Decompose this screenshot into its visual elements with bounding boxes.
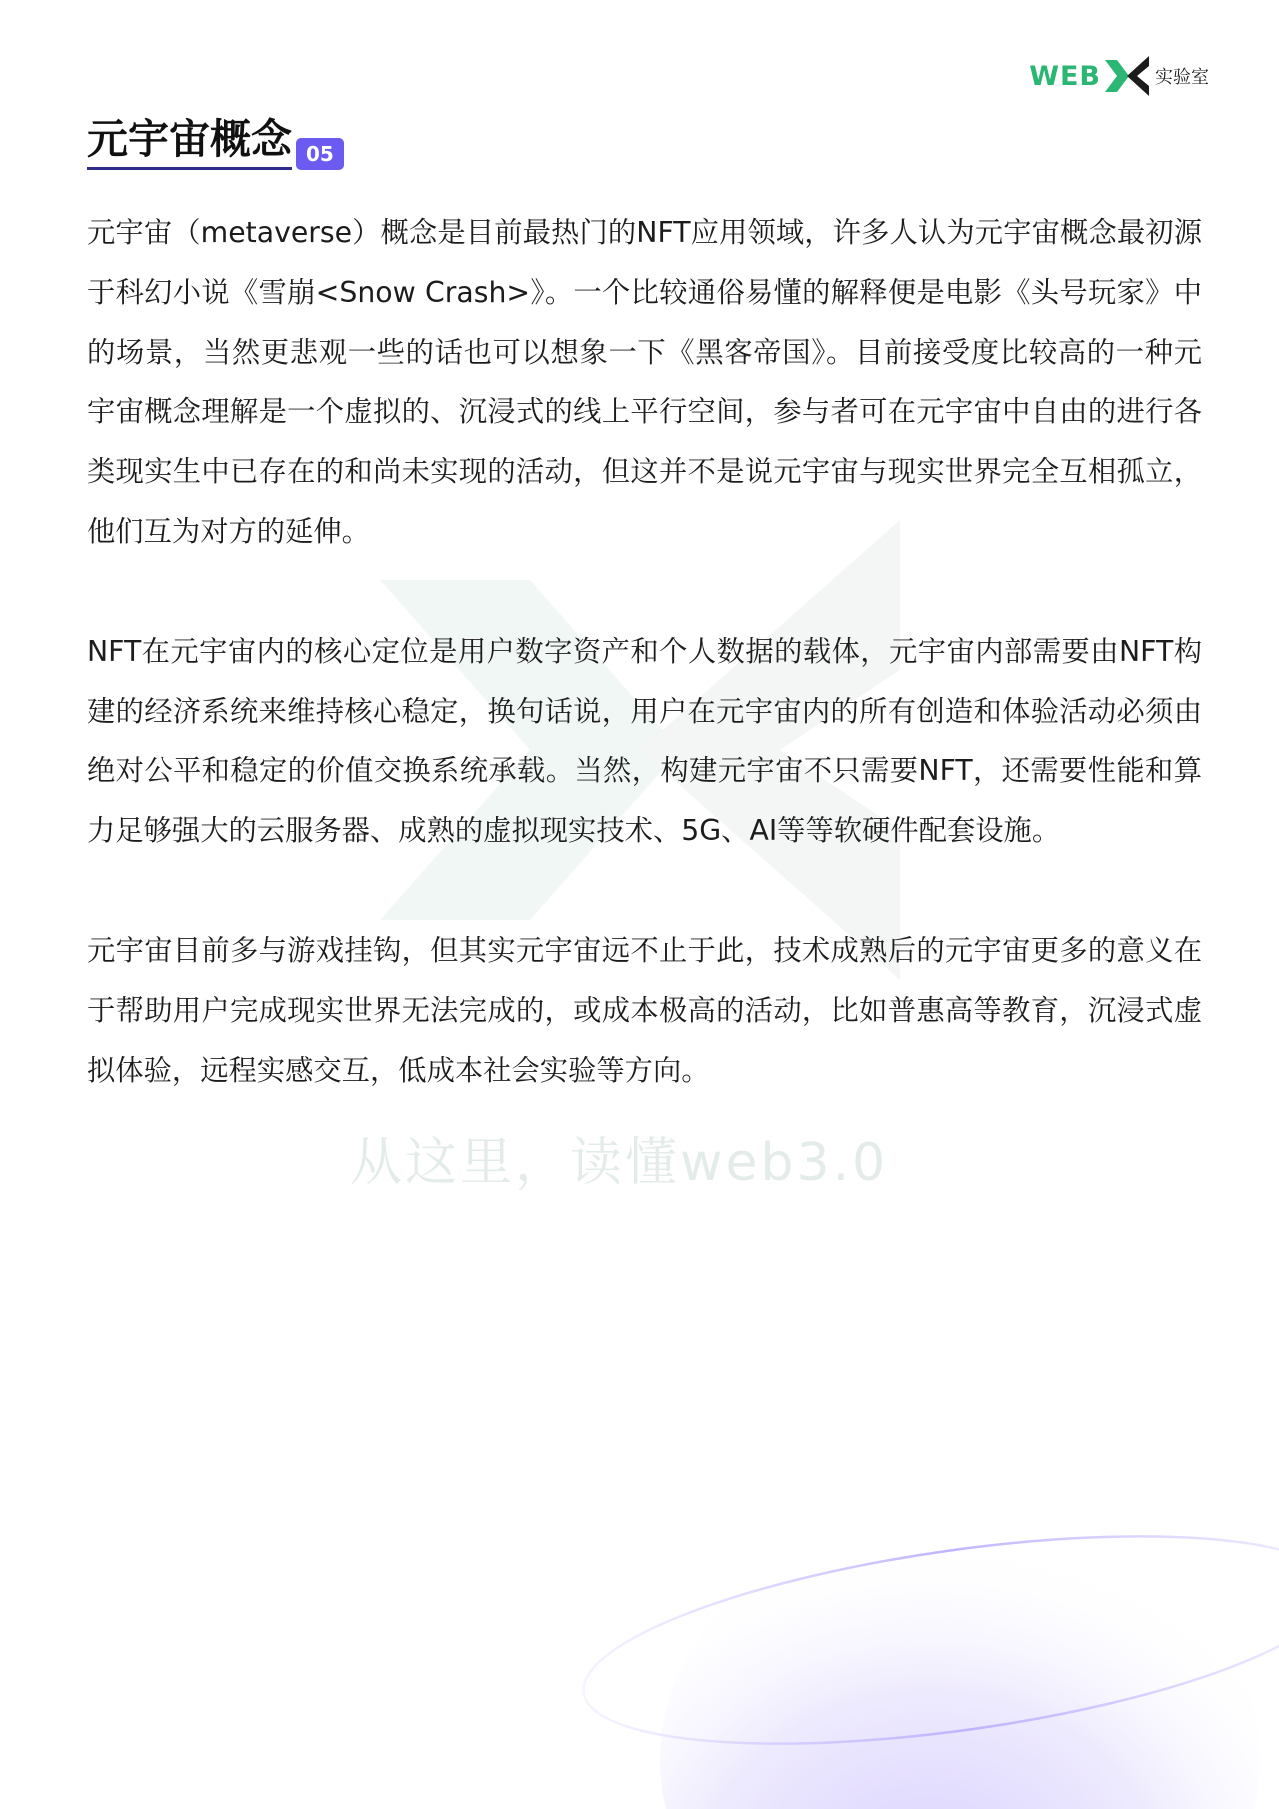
article-body bbox=[87, 203, 1202, 1100]
brand-name: WEB bbox=[1029, 60, 1101, 92]
section-number-badge: 05 bbox=[296, 138, 344, 170]
section-title bbox=[87, 106, 344, 170]
x-chevron-logo-icon bbox=[1105, 56, 1151, 96]
brand-subtitle: 实验室 bbox=[1155, 67, 1209, 88]
paragraph-1: 元宇宙（metaverse）概念是目前最热门的NFT应用领域，许多人认为元宇宙概念最初源于科幻小说《雪崩<Snow Crash>》。一个比较通俗易懂的解释便是电影《头号玩家》中的场景，当然更悲观一些的话也可以想象一下《黑客帝国》。目前接受度比较高的一种元宇宙概念理解是一个虚拟的、沉浸式的线上平行空间，参与者可在元宇宙中自由的进行各类现实生中已存在的和尚未实现的活动，但这并不是说元宇宙与现实世界完全互相孤立，他们互为对方的延伸。 bbox=[87, 216, 1202, 548]
watermark-text: 从这里，读懂web3.0 bbox=[350, 1133, 889, 1193]
brand-logo bbox=[1029, 56, 1209, 96]
planet-decoration-icon bbox=[560, 1430, 1279, 1809]
paragraph-2: NFT在元宇宙内的核心定位是用户数字资产和个人数据的载体，元宇宙内部需要由NFT构建的经济系统来维持核心稳定，换句话说，用户在元宇宙内的所有创造和体验活动必须由绝对公平和稳定的价值交换系统承载。当然，构建元宇宙不只需要NFT，还需要性能和算力足够强大的云服务器、成熟的虚拟现实技术、5G、AI等等软硬件配套设施。 bbox=[87, 634, 1202, 848]
paragraph-3: 元宇宙目前多与游戏挂钩，但其实元宇宙远不止于此，技术成熟后的元宇宙更多的意义在于帮助用户完成现实世界无法完成的，或成本极高的活动，比如普惠高等教育，沉浸式虚拟体验，远程实感交互，低成本社会实验等方向。 bbox=[87, 933, 1202, 1087]
page-title: 元宇宙概念 bbox=[87, 106, 292, 170]
